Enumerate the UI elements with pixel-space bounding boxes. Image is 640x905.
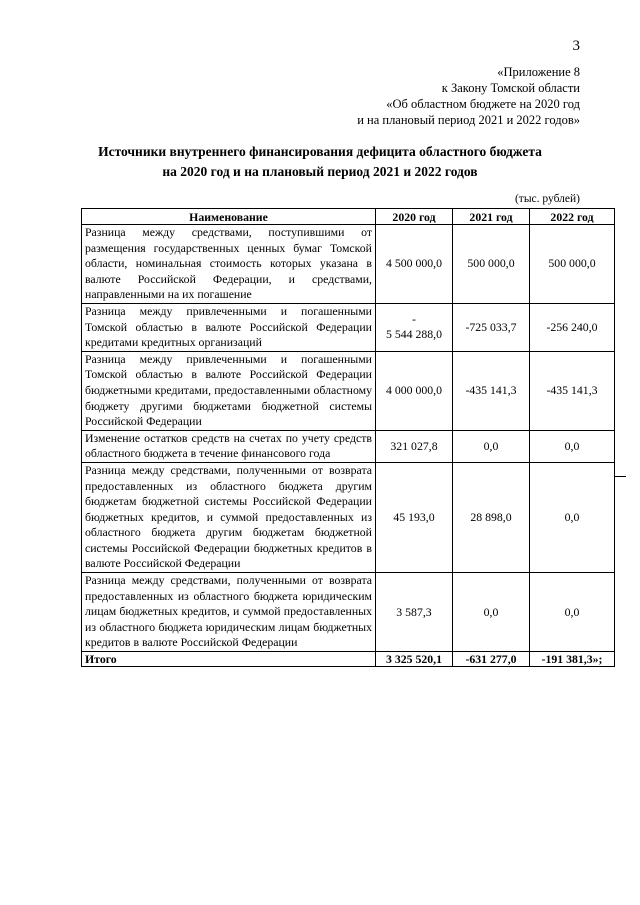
header-2022: 2022 год [530, 209, 615, 225]
cell-2021: -725 033,7 [453, 303, 530, 351]
appendix-line-1: «Приложение 8 [497, 65, 580, 79]
cell-2020: 3 587,3 [376, 573, 453, 652]
total-2021: -631 277,0 [453, 652, 530, 667]
table-row [82, 351, 615, 430]
cell-2022: 500 000,0 [530, 225, 615, 304]
cell-2021: 28 898,0 [453, 462, 530, 572]
page-number: 3 [572, 38, 580, 54]
cell-2020: 4 500 000,0 [376, 225, 453, 304]
cell-2021: -435 141,3 [453, 351, 530, 430]
cell-2022: -256 240,0 [530, 303, 615, 351]
document-title [60, 142, 580, 182]
row-name: Изменение остатков средств на счетах по учету средств областного бюджета в течение финансового года [82, 430, 376, 462]
table-row [82, 462, 615, 572]
appendix-line-3: «Об областном бюджете на 2020 год [386, 97, 580, 111]
units-label: (тыс. рублей) [514, 193, 580, 205]
cell-2022: -435 141,3 [530, 351, 615, 430]
total-row [82, 652, 615, 667]
appendix-line-4: и на плановый период 2021 и 2022 годов» [357, 113, 580, 127]
cell-2020: 45 193,0 [376, 462, 453, 572]
table-header-row [82, 209, 615, 225]
cell-2020: 4 000 000,0 [376, 351, 453, 430]
cell-2022: 0,0 [530, 573, 615, 652]
cell-2020-value: 5 544 288,0 [385, 327, 443, 342]
title-line-2: на 2020 год и на плановый период 2021 и 2022 годов [162, 164, 478, 179]
header-2020: 2020 год [376, 209, 453, 225]
margin-line [614, 476, 626, 477]
row-name: Разница между привлеченными и погашенными Томской областью в валюте Российской Федерации кредитами кредитных организаций [82, 303, 376, 351]
table-row [82, 573, 615, 652]
row-name: Разница между средствами, поступившими от размещения государственных ценных бумаг Томской области, номинальная стоимость которых указана в валюте Российской Федерации, и средствами, направленными на их погашение [82, 225, 376, 304]
row-name: Разница между средствами, полученными от возврата предоставленных из областного бюджета юридическим лицам бюджетных кредитов, и суммой предоставленных из областного бюджета юридическим лицам бюджетных кредитов в валюте Российской Федерации [82, 573, 376, 652]
cell-2022: 0,0 [530, 462, 615, 572]
header-name: Наименование [82, 209, 376, 225]
total-label: Итого [82, 652, 376, 667]
total-2022: -191 381,3»; [530, 652, 615, 667]
row-name: Разница между привлеченными и погашенными Томской областью в валюте Российской Федерации бюджетными кредитами, предоставленными областному бюджету другими бюджетами бюджетной системы Российской Федерации [82, 351, 376, 430]
appendix-line-2: к Закону Томской области [441, 81, 580, 95]
cell-2021: 0,0 [453, 573, 530, 652]
table-row [82, 225, 615, 304]
total-2020: 3 325 520,1 [376, 652, 453, 667]
appendix-header [0, 64, 580, 128]
financing-table [81, 208, 615, 667]
header-2021: 2021 год [453, 209, 530, 225]
table-row [82, 430, 615, 462]
table-row [82, 303, 615, 351]
cell-2020-sign: - [412, 312, 416, 327]
row-name: Разница между средствами, полученными от возврата предоставленных из областного бюджета другим бюджетам бюджетной системы Российской Федерации бюджетных кредитов, и суммой предоставленных из областного бюджета другим бюджетам бюджетной системы Российской Федерации бюджетных кредитов в валюте Российской Федерации [82, 462, 376, 572]
title-line-1: Источники внутреннего финансирования дефицита областного бюджета [98, 144, 542, 159]
cell-2020 [376, 303, 453, 351]
cell-2022: 0,0 [530, 430, 615, 462]
cell-2021: 0,0 [453, 430, 530, 462]
cell-2020: 321 027,8 [376, 430, 453, 462]
cell-2021: 500 000,0 [453, 225, 530, 304]
